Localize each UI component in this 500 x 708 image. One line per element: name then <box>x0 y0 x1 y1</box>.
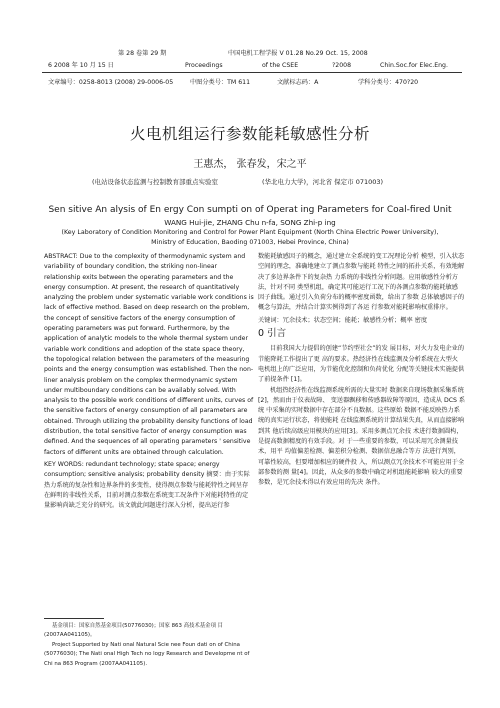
journal-citation: 中国电机工程学报 V 01.28 No.29 Oct. 15, 2008 <box>228 50 368 57</box>
abstract-en: ABSTRACT: Due to the complexity of thermodynamic system and variability of boundary condition, the striking non-linear relationship exits between the operating parameters and the energy consumption. At present, the research of quantitatively analyzing the problem under systematic variable work conditions is lack of effective method. Based on deep research on the problem, the concept of sensitive factors of the energy consumption of operating parameters was put forward. Furthermore, by the application of analytic models to the whole thermal system under variable work conditions and adoption of the state space theory, the topological relation between the parameters of the measuring points and the energy consumption was established. Then the non-liner analysis problem on the complex thermodynamic system under multiboundary conditions can be availably solved. With analysis to the possible work conditions of different units, curves of the sensitive factors of energy consumption of all parameters are obtained. Through utilizing the probability density functions of load distribution, the total sensitive factor of energy consumption was defined. And the sequences of all operating parameters ' sensitive factors of different units are obtained through calculation. <box>44 253 254 456</box>
header-rule <box>42 72 462 73</box>
affiliation-cn-lab: (电站设备状态监测与控制教育部重点实验室 <box>92 178 219 186</box>
journal-volume: 第 28 卷第 29 期 <box>118 50 167 57</box>
journal-proceedings: Proceedings <box>185 62 223 69</box>
funding-footnote <box>44 622 254 669</box>
journal-of-csee: of the CSEE <box>262 62 299 69</box>
funding-cn: 基金项目：国家自然基金项目(50776030)；国家 863 高技术基金项 目 (2007AA041105)。 <box>44 623 224 639</box>
funding-en: Project Supported by Nati onal Natural Scie nee Foun dati on of China (50776030); The Nati onal High Tech no logy Research and Developme nt of Chi na 863 Program (2007AA041105). <box>44 641 250 667</box>
footnote-rule <box>44 618 104 619</box>
affiliation-en-2: Ministry of Education, Baoding 071003, Hebei Province, China) <box>151 239 349 246</box>
intro-paragraph-2: 机组热经济性在线监测系统所需的大量实时 数据来自现场数据采集系统 [2]，然而由于仪表故障、 变送器飘移和传感器故障等原因，造成从 DCS 系统 中采集的实时数据中存在部分不良数据。这些原始 数据不能反映热力系统的真实运行状态，将使能耗 在线监测系统的计算结果失真，从而直接影响到其 他后续高级应用模块的应用[3]。采用多测点冗余技 术进行数据圆构，是提高数据精度的有效手段。对 于一些重要的参数，可以采用冗余测量技术，用平 均值偏差检测、偏差积分检测、数据信息融合等方 法进行判别，可靠性较高，但要增加相应的硬件投 入，所以测点冗余技术不可能应用于全部参数的测 量[4]。因此，从众多的参数中确定对机组能耗影响 较大的重要参数，是冗余技术得以有效应用的先决 条件。 <box>258 386 466 487</box>
authors-cn: 王惠杰， 张春发，宋之平 <box>193 159 307 170</box>
subject-code: 学科分类号：470?20 <box>358 79 419 86</box>
journal-date: 6 2008 年 10 月 15 日 <box>48 62 114 69</box>
paper-title-en: Sen sitive An alysis of En ergy Con sumpti on of Operat ing Parameters for Coal-fired Unit <box>48 205 452 215</box>
clc-number: 中图分类号：TM 611 <box>190 79 251 86</box>
right-column <box>258 252 466 489</box>
document-code: 文献标志码：A <box>277 79 319 86</box>
section-heading-introduction: 0 引言 <box>258 328 287 340</box>
article-number: 文章编号：0258-8013 (2008) 29-0006-05 <box>48 79 174 86</box>
paper-title-cn: 火电机组运行参数能耗敏感性分析 <box>129 125 370 143</box>
journal-society: Chin.Soc.for Elec.Eng. <box>380 62 448 69</box>
left-column <box>44 252 254 511</box>
affiliation-cn-univ: (华北电力大学)，河北省 保定市 071003) <box>262 178 384 186</box>
journal-copyright: ?2008 <box>332 62 352 69</box>
authors-en: WANG Hui-jie, ZHANG Chu n-fa, SONG Zhi-p ing <box>164 218 336 227</box>
intro-paragraph-1: 目前我国大力提倡的创建“节约型社会”的发 展目标，对火力发电企业的节能降耗工作提出了更 高的要求。热经济性在线监测及分析系统在大型火 电机组上的广泛应用，为节能优化控制和负荷优化 分配等关键技术实施提供了前提条件 [1]。 <box>258 345 465 384</box>
keywords-cn: 关键词：冗余技术；状态空间；能耗；敏感性分析；概率 密度 <box>258 316 428 324</box>
abstract-cn-continued: 数能耗敏感因子的概念，通过建立全系统的变工况理论分析 模型，引入状态空间的理念，准确地建立了测点参数与能耗 特性之间的拓扑关系，有效地解决了多边界条件下的复杂热 力系统的非线性分析问题。应用敏感性分析方法，针对不同 类型机组，确定其可能运行工况下的各测点参数的能耗敏感 因子曲线。通过引入负荷分布的概率密度函数，给出了参数 总体敏感因子的概念与算法，并结合计算实例得到了各运 行参数对能耗影响权重排序。 <box>258 253 465 312</box>
affiliation-en-1: (Key Laboratory of Condition Monitoring and Control for Power Plant Equipment (North China Electric Power University), <box>61 229 439 236</box>
keywords-and-abstract-cn: KEY WORDS: redundant technology; state space; energy consumption; sensitive analysis; probability density 摘要：由于实际热力系统的复杂性和边界条件的多变性，使得测点参数与能耗特性之间呈存在鲜明的非线性关系，目前对测点参数在系统变工况条件下对能耗特性的定量影响尚缺乏充分的研究。该文就此问题进行深入分析，提出运行参 <box>44 460 250 510</box>
